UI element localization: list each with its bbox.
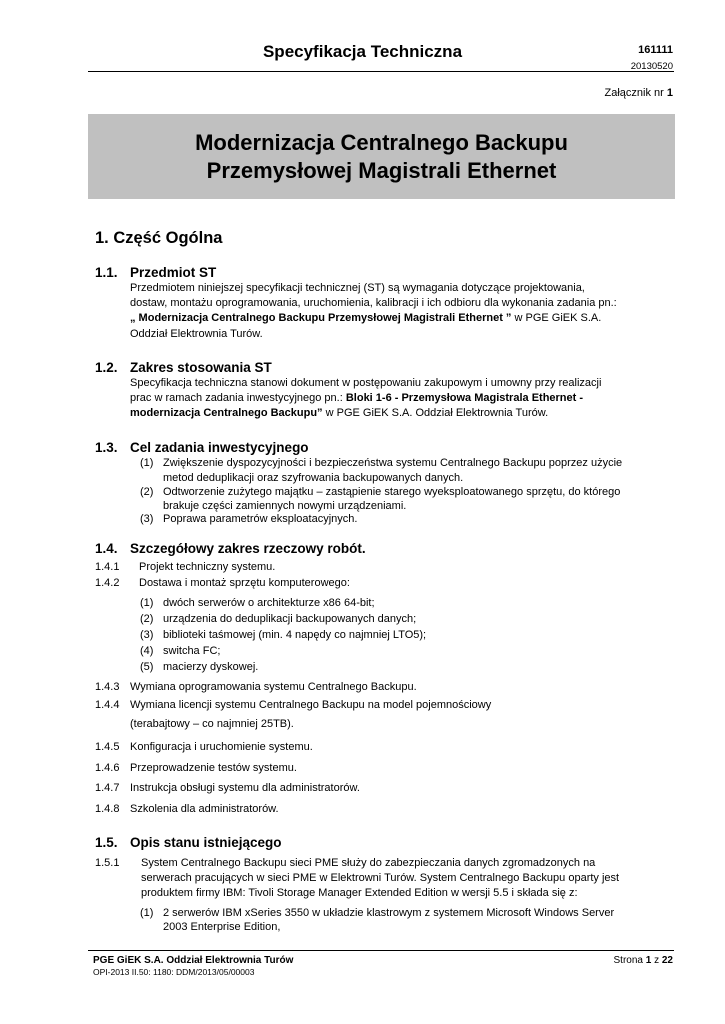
- s1-3-item-3-line1: Poprawa parametrów eksploatacyjnych.: [163, 513, 358, 525]
- s1-4-number: 1.4.: [95, 541, 118, 556]
- s1-1-line1: Przedmiotem niniejszej specyfikacji technicznej (ST) są wymagania dotyczące projektowania,: [130, 282, 585, 294]
- page-current: 1: [645, 955, 652, 966]
- title-banner: [88, 114, 675, 199]
- s1-2-line2-a: prac w ramach zadania inwestycyjnego pn.:: [130, 392, 346, 404]
- s1-4-sub-4-text: switcha FC;: [163, 645, 221, 657]
- s1-3-number: 1.3.: [95, 440, 118, 455]
- s1-4-sub-5-num: (5): [140, 661, 154, 673]
- s1-1-line2: dostaw, montażu oprogramowania, uruchomienia, kalibracji i ich odbioru dla wykonania zadania pn.:: [130, 297, 617, 309]
- s1-1-line4: Oddział Elektrownia Turów.: [130, 328, 263, 340]
- s1-4-4-num: 1.4.4: [95, 699, 120, 711]
- page-number: [614, 955, 674, 966]
- s1-4-5-num: 1.4.5: [95, 741, 120, 753]
- s1-4-1-num: 1.4.1: [95, 561, 120, 573]
- s1-1-task-name: „ Modernizacja Centralnego Backupu Przemysłowej Magistrali Ethernet ”: [130, 312, 512, 324]
- s1-4-sub-1-text: dwóch serwerów o architekturze x86 64-bit;: [163, 597, 375, 609]
- title-line-2: Przemysłowej Magistrali Ethernet: [206, 157, 557, 183]
- s1-3-item-2-line1: Odtworzenie zużytego majątku – zastąpienie starego wyeksploatowanego sprzętu, do którego: [163, 486, 621, 498]
- s1-3-item-1-num: (1): [140, 457, 154, 469]
- s1-4-4-text: Wymiana licencji systemu Centralnego Backupu na model pojemnościowy: [130, 699, 492, 711]
- s1-4-4-text2: (terabajtowy – co najmniej 25TB).: [130, 718, 294, 730]
- s1-4-title: Szczegółowy zakres rzeczowy robót.: [130, 541, 366, 556]
- page-of-label: z: [654, 955, 660, 966]
- s1-4-2-num: 1.4.2: [95, 577, 120, 589]
- s1-4-8-num: 1.4.8: [95, 803, 120, 815]
- s1-4-7-num: 1.4.7: [95, 782, 120, 794]
- s1-5-sub-num: (1): [140, 907, 154, 919]
- page-label: Strona: [613, 955, 643, 966]
- s1-2-line1: Specyfikacja techniczna stanowi dokument w postępowaniu zakupowym i umowny przy realizacji: [130, 377, 602, 389]
- header-title: Specyfikacja Techniczna: [262, 42, 463, 61]
- footer-reference: OPI-2013 II.50: 1180: DDM/2013/05/00003: [93, 967, 255, 977]
- s1-2-number: 1.2.: [95, 360, 118, 375]
- annex-text: Załącznik nr: [604, 87, 664, 99]
- doc-date: 20130520: [630, 61, 673, 72]
- s1-2-line3: [130, 406, 673, 421]
- title-line-1: Modernizacja Centralnego Backupu: [195, 129, 568, 155]
- s1-5-line3: produktem firmy IBM: Tivoli Storage Manager Extended Edition w wersji 5.5 i składa się z:: [141, 887, 578, 899]
- s1-2-title: Zakres stosowania ST: [130, 360, 272, 375]
- s1-4-sub-3-num: (3): [140, 629, 154, 641]
- s1-4-6-num: 1.4.6: [95, 762, 120, 774]
- s1-3-item-2-num: (2): [140, 486, 154, 498]
- s1-4-3-num: 1.4.3: [95, 681, 120, 693]
- s1-4-5-text: Konfiguracja i uruchomienie systemu.: [130, 741, 313, 753]
- doc-number: 161111: [638, 44, 673, 56]
- s1-5-sub-line2: 2003 Enterprise Edition,: [163, 921, 281, 933]
- s1-1-number: 1.1.: [95, 265, 118, 280]
- s1-3-item-3-num: (3): [140, 513, 154, 525]
- s1-3-item-1-line1: Zwiększenie dyspozycyjności i bezpieczeństwa systemu Centralnego Backupu poprzez użycie: [163, 457, 623, 469]
- s1-1-line3-tail: w PGE GiEK S.A.: [511, 312, 602, 324]
- s1-5-1-num: 1.5.1: [95, 857, 120, 869]
- section-heading: 1. Część Ogólna: [95, 229, 223, 247]
- s1-1-title: Przedmiot ST: [130, 265, 217, 280]
- s1-4-7-text: Instrukcja obsługi systemu dla administratorów.: [130, 782, 360, 794]
- s1-4-1-text: Projekt techniczny systemu.: [139, 561, 276, 573]
- s1-2-line3-bold: modernizacja Centralnego Backupu”: [130, 407, 323, 419]
- s1-4-sub-2-num: (2): [140, 613, 154, 625]
- s1-5-line2: serwerach pracujących w sieci PME w Elektrowni Turów. System Centralnego Backupu oparty jest: [141, 872, 620, 884]
- s1-1-line3: [130, 311, 673, 326]
- footer-divider: [88, 950, 674, 951]
- footer-company: PGE GiEK S.A. Oddział Elektrownia Turów: [93, 955, 294, 966]
- s1-4-8-text: Szkolenia dla administratorów.: [130, 803, 279, 815]
- s1-3-item-2-line2: brakuje części zamiennych nowymi urządzeniami.: [163, 500, 407, 512]
- s1-5-line1: System Centralnego Backupu sieci PME służy do zabezpieczania danych zgromadzonych na: [141, 857, 596, 869]
- s1-4-sub-3-text: biblioteki taśmowej (min. 4 napędy co najmniej LTO5);: [163, 629, 427, 641]
- s1-4-sub-5-text: macierzy dyskowej.: [163, 661, 259, 673]
- s1-4-sub-1-num: (1): [140, 597, 154, 609]
- s1-5-number: 1.5.: [95, 835, 118, 850]
- s1-2-line2-bold: Bloki 1-6 - Przemysłowa Magistrala Ethernet -: [345, 392, 584, 404]
- header-divider: [88, 71, 674, 72]
- annex-number: 1: [666, 87, 673, 99]
- s1-2-line3-tail: w PGE GiEK S.A. Oddział Elektrownia Turów.: [322, 407, 549, 419]
- s1-5-title: Opis stanu istniejącego: [130, 835, 282, 850]
- s1-3-item-1-line2: metod deduplikacji oraz szyfrowania backupowanych danych.: [163, 472, 464, 484]
- s1-4-sub-4-num: (4): [140, 645, 154, 657]
- s1-2-line2: [130, 391, 673, 406]
- s1-4-2-text: Dostawa i montaż sprzętu komputerowego:: [139, 577, 350, 589]
- page-total: 22: [661, 955, 673, 966]
- annex-label: [605, 87, 673, 99]
- s1-5-sub-line1: 2 serwerów IBM xSeries 3550 w układzie klastrowym z systemem Microsoft Windows Server: [163, 907, 615, 919]
- s1-4-3-text: Wymiana oprogramowania systemu Centralnego Backupu.: [130, 681, 417, 693]
- s1-3-title: Cel zadania inwestycyjnego: [130, 440, 309, 455]
- s1-4-6-text: Przeprowadzenie testów systemu.: [130, 762, 297, 774]
- s1-4-sub-2-text: urządzenia do deduplikacji backupowanych danych;: [163, 613, 417, 625]
